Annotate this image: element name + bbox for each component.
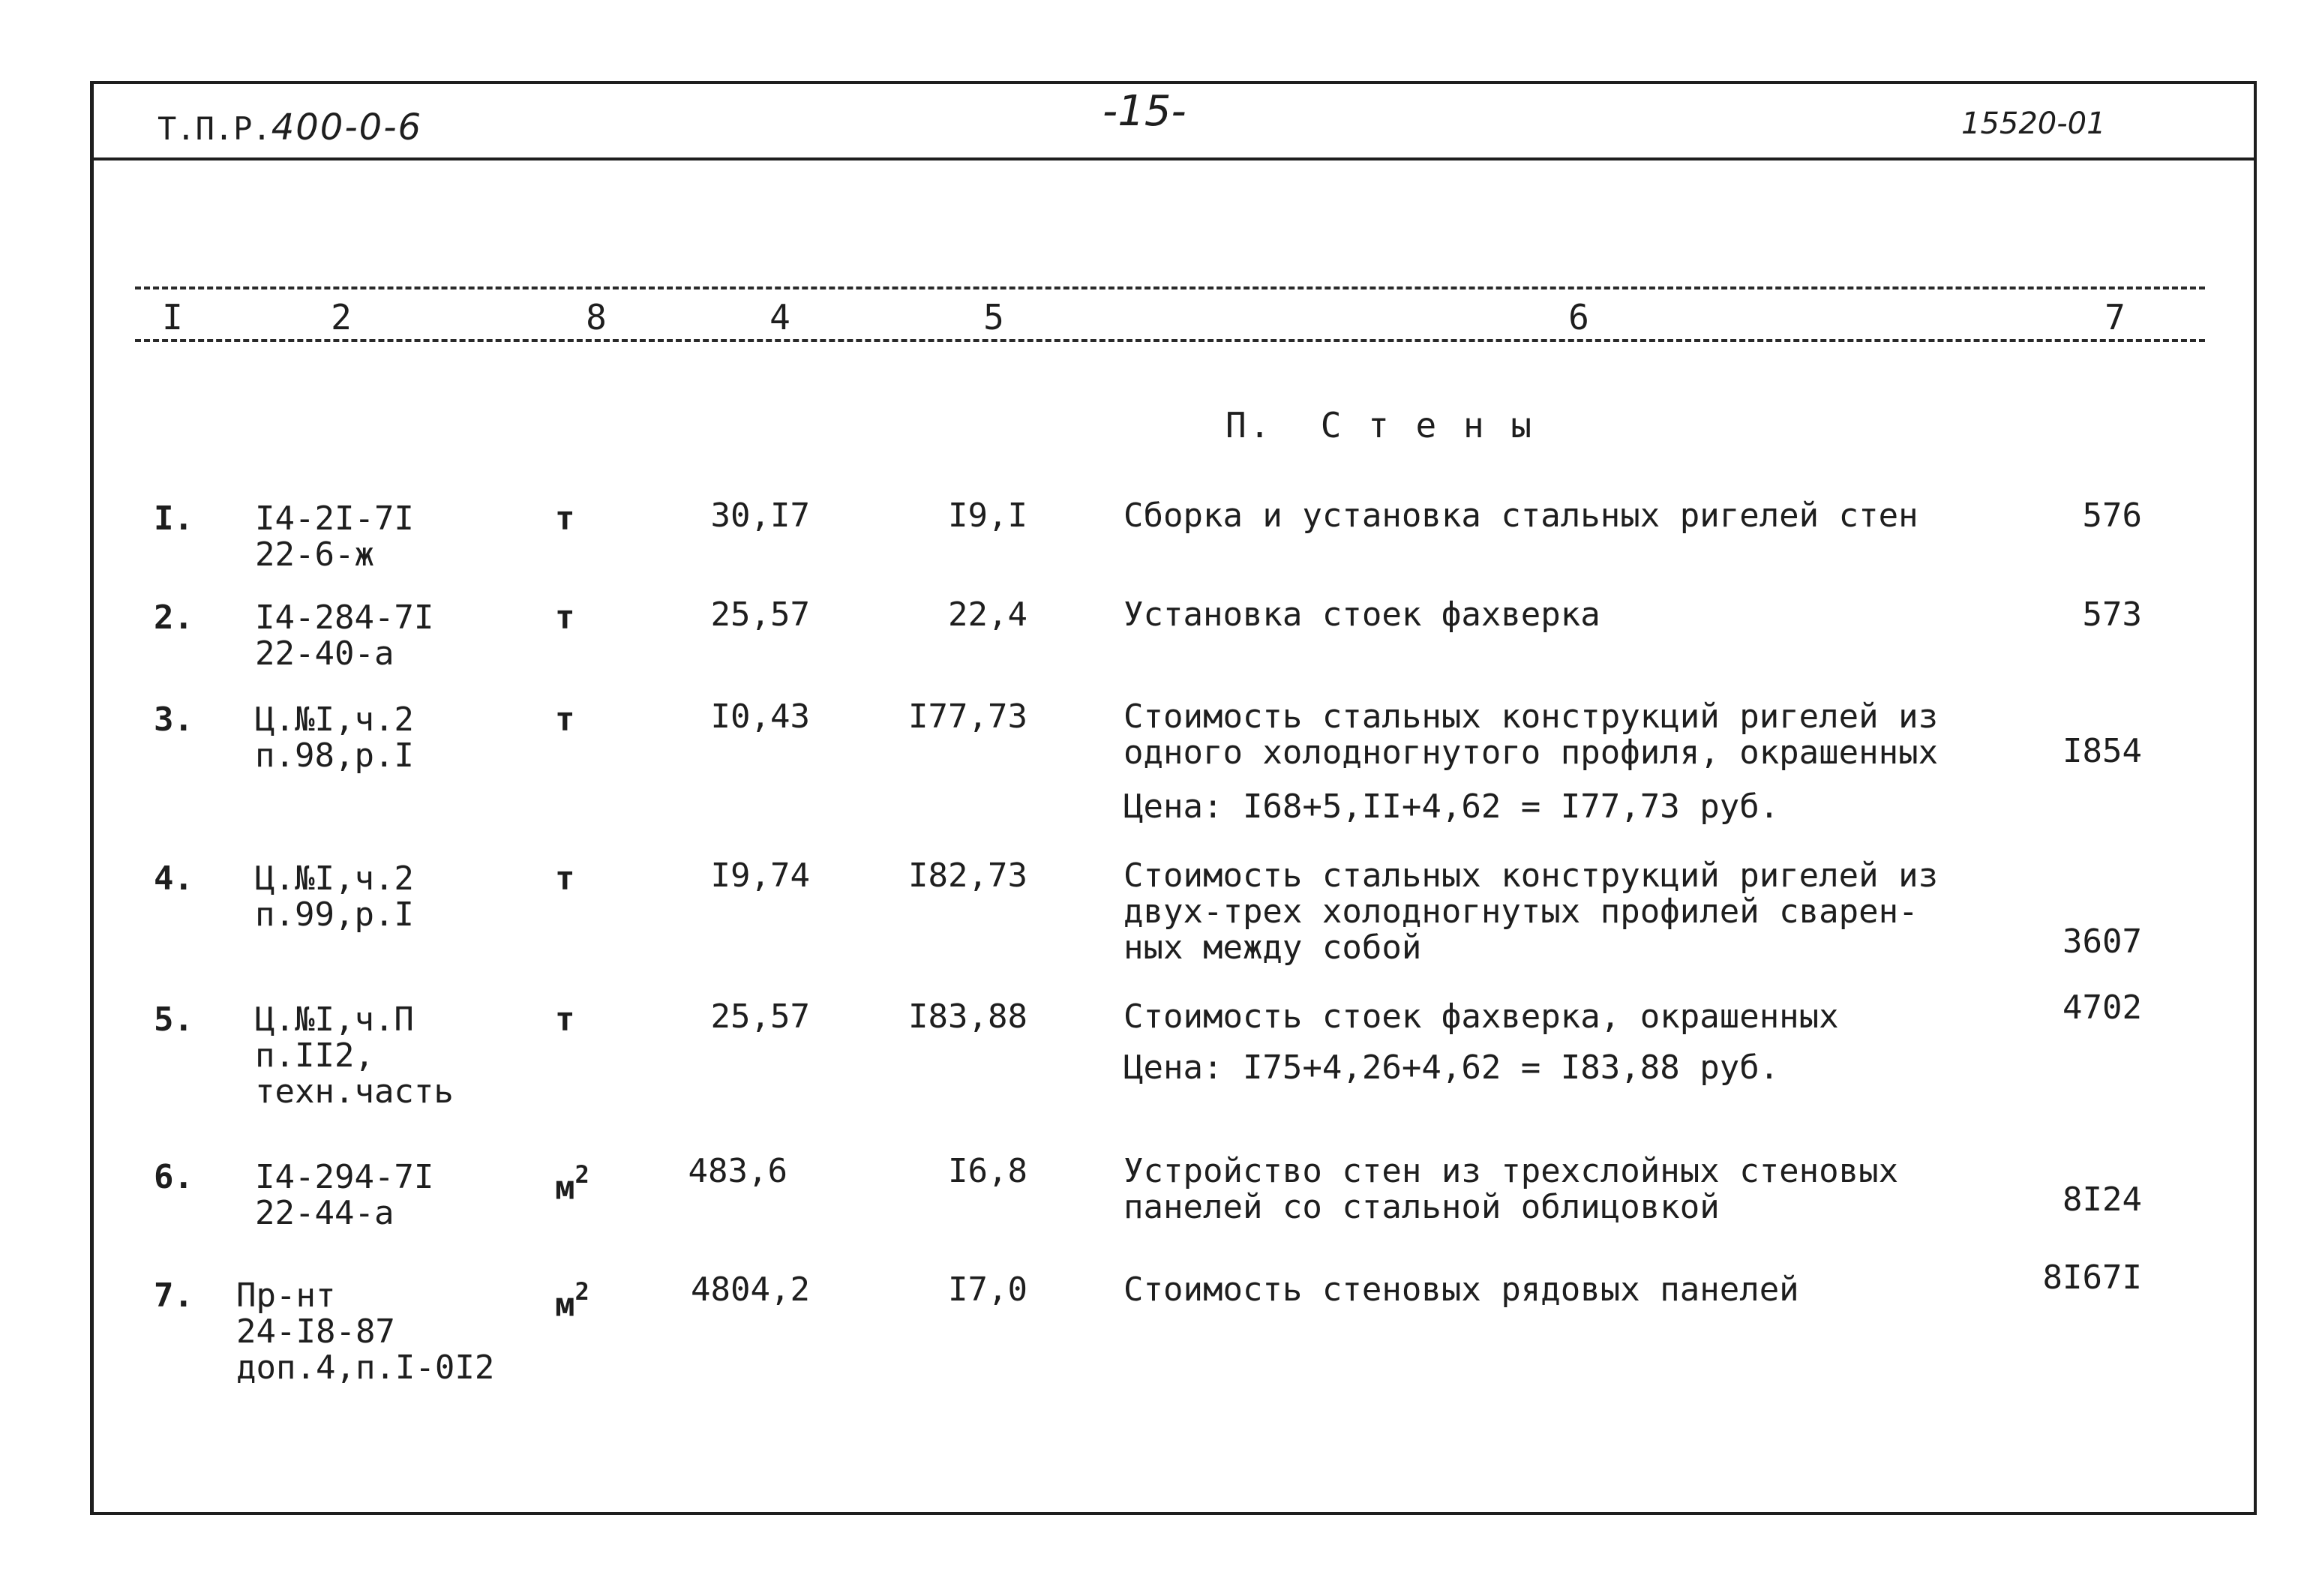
norm-reference: Пр-нт 24-I8-87 доп.4,п.I-0I2 <box>236 1276 495 1387</box>
quantity: 25,57 <box>710 596 810 634</box>
norm-reference: Ц.№I,ч.П п.II2, техн.часть <box>255 1000 454 1111</box>
column-number-6: 6 <box>1568 297 1589 338</box>
doc-prefix: Т.П.Р. <box>158 110 272 147</box>
quantity: I0,43 <box>710 698 810 736</box>
doc-number-handwritten: 400-0-6 <box>271 106 423 148</box>
row-number: 3. <box>154 700 194 739</box>
document-code: 15520-01 <box>1961 106 2106 141</box>
row-number: 6. <box>154 1158 194 1196</box>
norm-reference: I4-284-7I 22-40-а <box>255 598 434 673</box>
column-number-3: 8 <box>586 297 607 338</box>
unit <box>555 1278 590 1324</box>
total-cost: I854 <box>2062 732 2142 770</box>
section-title: П. С т е н ы <box>1226 405 1535 446</box>
unit-price: I82,73 <box>908 856 1028 895</box>
page-number: -15- <box>1102 87 1186 136</box>
unit <box>555 1161 590 1207</box>
unit: т <box>555 598 575 637</box>
unit-price: I6,8 <box>948 1152 1028 1190</box>
column-number-7: 7 <box>2104 297 2126 338</box>
total-cost: 3607 <box>2062 922 2142 961</box>
column-header-top-rule <box>135 286 2205 290</box>
quantity: 483,6 <box>688 1152 788 1190</box>
unit: т <box>555 700 575 739</box>
price-calculation-note: Цена: I75+4,26+4,62 = I83,88 руб. <box>1124 1048 1780 1087</box>
total-cost: 8I24 <box>2062 1180 2142 1219</box>
work-description: Стоимость стеновых рядовых панелей <box>1124 1270 1799 1309</box>
quantity: 4804,2 <box>691 1270 810 1309</box>
work-description: Устройство стен из трехслойных стеновых панелей со стальной облицовкой <box>1124 1152 1899 1226</box>
unit-exponent: 2 <box>574 1160 590 1189</box>
unit: т <box>555 860 575 898</box>
row-number: 4. <box>154 860 194 898</box>
norm-reference: Ц.№I,ч.2 п.99,р.I <box>255 860 414 934</box>
row-number: 2. <box>154 598 194 637</box>
norm-reference: Ц.№I,ч.2 п.98,р.I <box>255 700 414 775</box>
norm-reference: I4-2I-7I 22-6-ж <box>255 500 414 574</box>
quantity: I9,74 <box>710 856 810 895</box>
unit: т <box>555 500 575 538</box>
unit-price: I7,0 <box>948 1270 1028 1309</box>
unit-base: м <box>555 1168 575 1208</box>
work-description: Сборка и установка стальных ригелей стен <box>1124 496 1918 535</box>
column-number-4: 4 <box>770 297 790 338</box>
unit-base: м <box>555 1286 575 1324</box>
row-number: 7. <box>154 1276 194 1315</box>
unit-price: I9,I <box>948 496 1028 535</box>
unit-price: I83,88 <box>908 998 1028 1036</box>
unit-price: 22,4 <box>948 596 1028 634</box>
header-rule <box>90 158 2254 160</box>
total-cost: 4702 <box>2062 988 2142 1027</box>
total-cost: 8I67I <box>2042 1258 2142 1297</box>
norm-reference: I4-294-7I 22-44-а <box>255 1158 434 1232</box>
row-number: 5. <box>154 1000 194 1039</box>
quantity: 25,57 <box>710 998 810 1036</box>
work-description: Установка стоек фахверка <box>1124 596 1600 634</box>
quantity: 30,I7 <box>710 496 810 535</box>
unit-price: I77,73 <box>908 698 1028 736</box>
work-description: Стоимость стальных конструкций ригелей из двух-трех холодногнутых профилей сварен- ных между собой <box>1124 856 1939 967</box>
price-calculation-note: Цена: I68+5,II+4,62 = I77,73 руб. <box>1124 788 1780 826</box>
document-designation <box>158 106 422 148</box>
unit: т <box>555 1000 575 1039</box>
row-number: I. <box>154 500 194 538</box>
total-cost: 576 <box>2082 496 2142 535</box>
column-number-2: 2 <box>331 297 352 338</box>
total-cost: 573 <box>2082 596 2142 634</box>
column-header-bottom-rule <box>135 339 2205 342</box>
column-number-5: 5 <box>983 297 1004 338</box>
work-description: Стоимость стальных конструкций ригелей из одного холодногнутого профиля, окрашенных <box>1124 698 1939 772</box>
column-number-1: I <box>162 297 183 338</box>
unit-exponent: 2 <box>574 1277 590 1306</box>
work-description: Стоимость стоек фахверка, окрашенных <box>1124 998 1839 1036</box>
